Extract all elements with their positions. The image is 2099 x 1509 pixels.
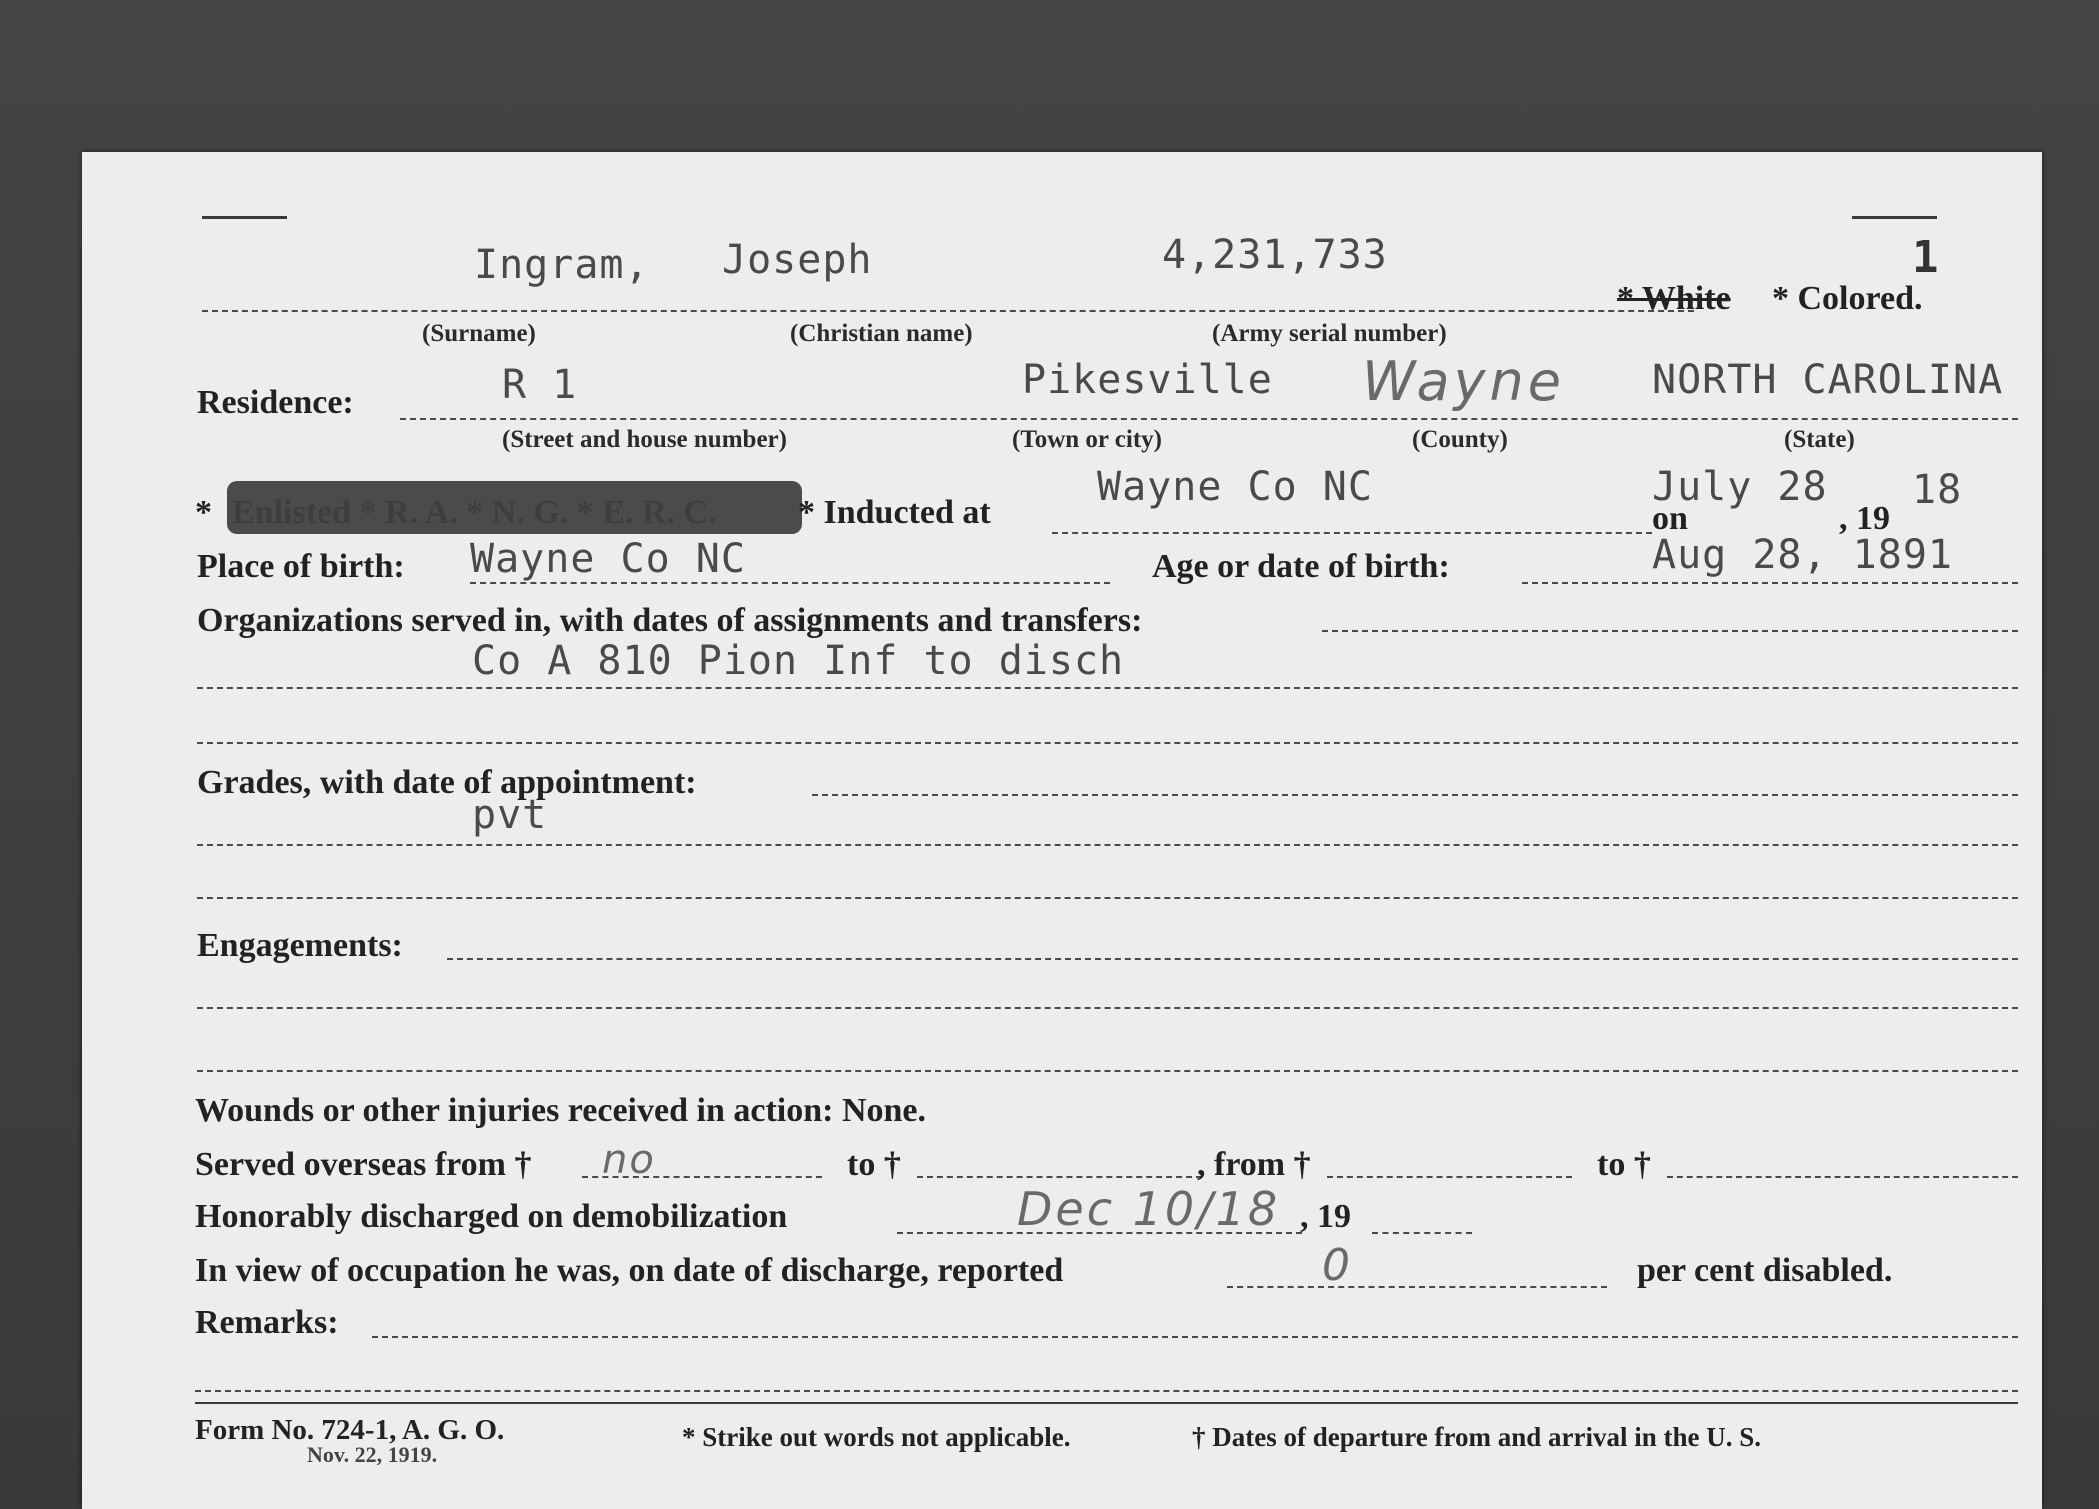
residence-county-value: Wayne <box>1362 350 1565 413</box>
strike-note: * Strike out words not applicable. <box>682 1422 1071 1452</box>
inducted-on-label: on <box>1652 500 1688 537</box>
overseas-to-line <box>917 1176 1202 1178</box>
age-label: Age or date of birth: <box>1152 548 1450 585</box>
residence-town-value: Pikesville <box>1022 357 1273 403</box>
surname-value: Ingram, <box>474 242 650 288</box>
inducted-date-value: July 28 <box>1652 464 1828 510</box>
form-number: Form No. 724-1, A. G. O. <box>195 1414 505 1446</box>
organizations-value: Co A 810 Pion Inf to disch <box>472 638 1125 684</box>
overseas-to-label: to † <box>847 1146 901 1183</box>
discharge-line <box>897 1232 1302 1234</box>
dates-note: † Dates of departure from and arrival in the U. S. <box>1192 1422 1761 1452</box>
residence-line <box>400 418 2018 420</box>
organizations-label: Organizations served in, with dates of assignments and transfers: <box>197 602 1143 639</box>
grades-line-3 <box>197 897 2018 899</box>
remarks-label: Remarks: <box>195 1304 339 1341</box>
card-number: 1 <box>1912 232 1940 283</box>
county-caption: (County) <box>1412 426 1508 453</box>
town-caption: (Town or city) <box>1012 426 1162 453</box>
enlisted-asterisk: * <box>195 494 212 531</box>
state-caption: (State) <box>1784 426 1855 453</box>
grades-line-2 <box>197 844 2018 846</box>
race-colored-option: * Colored. <box>1772 280 1923 317</box>
inducted-at-value: Wayne Co NC <box>1097 464 1373 510</box>
engagements-line-1 <box>447 958 2018 960</box>
residence-label: Residence: <box>197 384 354 421</box>
disability-suffix: per cent disabled. <box>1637 1252 1893 1289</box>
inducted-at-line <box>1052 532 1652 534</box>
discharge-year-label: , 19 <box>1300 1198 1351 1235</box>
street-caption: (Street and house number) <box>502 426 787 453</box>
wounds-label: Wounds or other injuries received in action: None. <box>195 1092 926 1129</box>
engagements-line-2 <box>197 1007 2018 1009</box>
residence-state-value: NORTH CAROLINA <box>1652 357 2004 403</box>
organizations-line-1 <box>1322 630 2018 632</box>
inducted-at-label: * Inducted at <box>798 494 991 531</box>
top-right-rule <box>1852 216 1937 219</box>
race-white-option: * White <box>1617 280 1731 317</box>
overseas-from-line <box>582 1176 822 1178</box>
discharge-year-line <box>1372 1232 1472 1234</box>
overseas-from-label: Served overseas from † <box>195 1146 532 1183</box>
organizations-line-2 <box>197 687 2018 689</box>
age-line <box>1522 582 2018 584</box>
grades-line-1 <box>812 794 2018 796</box>
engagements-line-3 <box>197 1070 2018 1072</box>
redaction-mark <box>227 481 802 534</box>
form-date: Nov. 22, 1919. <box>307 1442 438 1467</box>
inducted-year-value: 18 <box>1912 467 1963 513</box>
overseas-from-2-line <box>1327 1176 1572 1178</box>
place-of-birth-label: Place of birth: <box>197 548 405 585</box>
serial-number-value: 4,231,733 <box>1162 232 1388 278</box>
discharge-label: Honorably discharged on demobilization <box>195 1198 788 1235</box>
overseas-from-value: no <box>602 1137 656 1183</box>
remarks-line-2 <box>195 1390 2018 1392</box>
serial-number-caption: (Army serial number) <box>1212 320 1447 347</box>
service-record-card <box>82 152 2042 1509</box>
inducted-year-prefix: , 19 <box>1839 500 1890 537</box>
overseas-to-2-line <box>1667 1176 2018 1178</box>
disability-label: In view of occupation he was, on date of discharge, reported <box>195 1252 1064 1289</box>
christian-name-caption: (Christian name) <box>790 320 973 347</box>
organizations-line-3 <box>197 742 2018 744</box>
residence-street-value: R 1 <box>502 362 578 408</box>
christian-name-value: Joseph <box>722 237 873 283</box>
surname-caption: (Surname) <box>422 320 536 347</box>
top-left-rule <box>202 216 287 219</box>
footer-rule <box>195 1402 2018 1404</box>
place-of-birth-value: Wayne Co NC <box>470 536 746 582</box>
remarks-line-1 <box>372 1336 2018 1338</box>
overseas-from-2-label: , from † <box>1197 1146 1311 1183</box>
date-of-birth-value: Aug 28, 1891 <box>1652 532 1953 578</box>
overseas-to-2-label: to † <box>1597 1146 1651 1183</box>
engagements-label: Engagements: <box>197 927 403 964</box>
disability-value: 0 <box>1322 1240 1354 1291</box>
grades-value: pvt <box>472 792 548 838</box>
disability-line <box>1227 1286 1607 1288</box>
name-line <box>202 310 1694 312</box>
discharge-value: Dec 10/18 <box>1017 1182 1281 1236</box>
place-of-birth-line <box>470 582 1110 584</box>
grades-label: Grades, with date of appointment: <box>197 764 697 801</box>
